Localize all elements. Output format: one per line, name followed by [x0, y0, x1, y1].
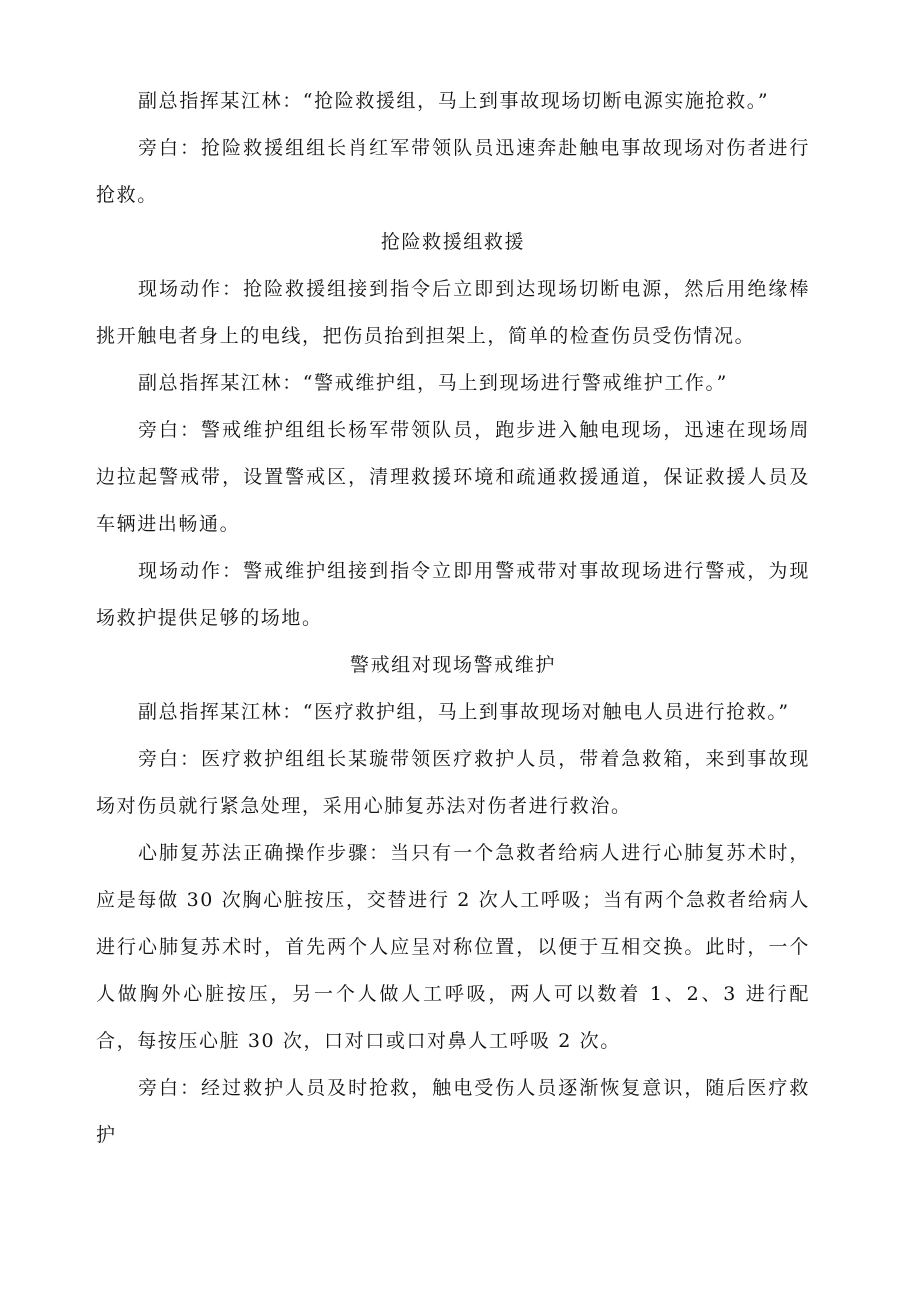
dialogue-medical-order: 副总指挥某江林：“医疗救护组，马上到事故现场对触电人员进行抢救。”: [138, 701, 790, 723]
section-heading-guard: 警戒组对现场警戒维护: [349, 654, 556, 676]
cpr-procedure: 心肺复苏法正确操作步骤：当只有一个急救者给病人进行心肺复苏术时，应是每做 30 次胸心脏按压，交替进行 2 次人工呼吸；当有两个急救者给病人进行心肺复苏术时，首先两个人应呈对称位置，以便于互相交换。此时，一个人做胸外心脏按压，另一个人做人工呼吸，两人可以数着 1、2、3 进行配合，每按压心脏 30 次，口对口或口对鼻人工呼吸 2 次。: [96, 842, 810, 1052]
action-rescue-team: 现场动作：抢险救援组接到指令后立即到达现场切断电源，然后用绝缘棒挑开触电者身上的电线，把伤员抬到担架上，简单的检查伤员受伤情况。: [96, 278, 810, 347]
narration-rescue-team: 旁白：抢险救援组组长肖红军带领队员迅速奔赴触电事故现场对伤者进行抢救。: [96, 137, 810, 206]
section-heading-rescue: 抢险救援组救援: [380, 231, 526, 253]
document-body: [96, 78, 810, 1159]
narration-recovery: 旁白：经过救护人员及时抢救，触电受伤人员逐渐恢复意识，随后医疗救护: [96, 1077, 810, 1146]
action-guard-team: 现场动作：警戒维护组接到指令立即用警戒带对事故现场进行警戒，为现场救护提供足够的场地。: [96, 560, 810, 629]
dialogue-rescue-order: 副总指挥某江林：“抢险救援组，马上到事故现场切断电源实施抢救。”: [138, 90, 770, 112]
narration-guard-team: 旁白：警戒维护组组长杨军带领队员，跑步进入触电现场，迅速在现场周边拉起警戒带，设置警戒区，清理救援环境和疏通救援通道，保证救援人员及车辆进出畅通。: [96, 419, 810, 535]
dialogue-guard-order: 副总指挥某江林：“警戒维护组，马上到现场进行警戒维护工作。”: [138, 372, 728, 394]
narration-medical-team: 旁白：医疗救护组组长某璇带领医疗救护人员，带着急救箱，来到事故现场对伤员就行紧急处理，采用心肺复苏法对伤者进行救治。: [96, 748, 810, 817]
